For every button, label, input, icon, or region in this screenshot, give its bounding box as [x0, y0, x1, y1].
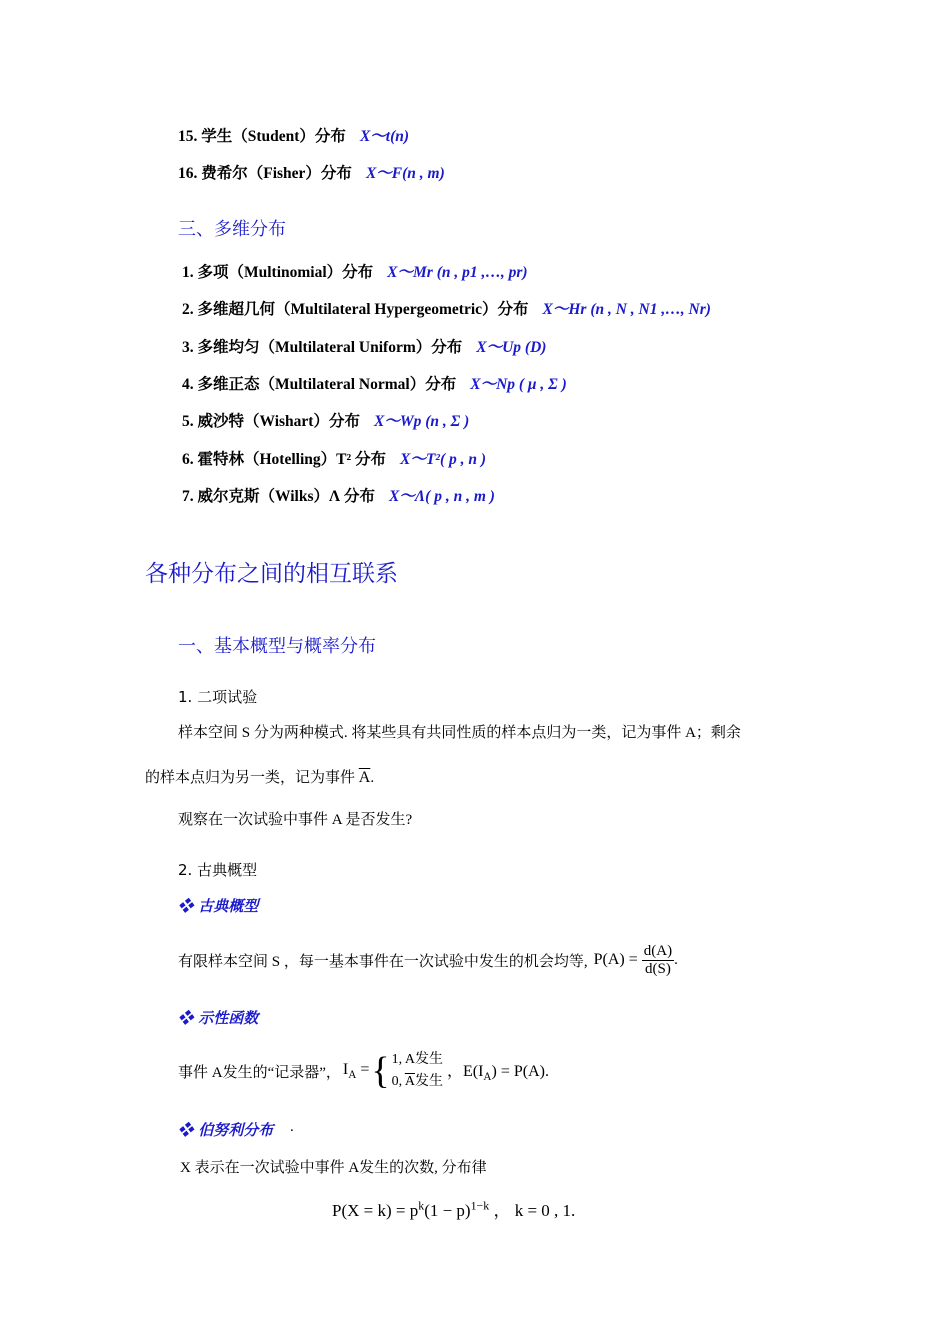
- item-multinomial: 1. 多项（Multinomial）分布 X～Mr (n , p1 ,…, pr): [182, 264, 528, 281]
- item-hotelling: 6. 霍特林（Hotelling）T² 分布 X～T²( p , n ): [182, 451, 487, 468]
- indicator-cases: 1, A发生 0, $\overline{A}$发生: [391, 1052, 443, 1089]
- item-hypergeometric: 2. 多维超几何（Multilateral Hypergeometric）分布 X～Hr (n , N , N1 ,…, Nr): [182, 301, 711, 318]
- main-title: 各种分布之间的相互联系: [145, 561, 398, 587]
- item-student: 15. 学生（Student）分布 X～t(n): [178, 128, 410, 145]
- section1-heading: 一、基本概型与概率分布: [178, 636, 376, 657]
- bullet-bernoulli: ❖ 伯努利分布: [178, 1121, 274, 1139]
- section3-heading: 三、多维分布: [178, 219, 286, 240]
- event-a-complement: $\overline{A}$: [358, 769, 371, 786]
- item-normal: 4. 多维正态（Multilateral Normal）分布 X～Np ( μ , Σ ): [182, 376, 567, 393]
- bernoulli-text: X 表示在一次试验中事件 A发生的次数, 分布律: [180, 1160, 487, 1176]
- bullet-classical: ❖ 古典概型: [178, 897, 259, 915]
- para1-line1: 样本空间 S 分为两种模式. 将某些具有共同性质的样本点归为一类，记为事件 A；剩余: [178, 725, 741, 741]
- sub1-title: 1. 二项试验: [178, 688, 258, 706]
- item-fisher: 16. 费希尔（Fisher）分布 X～F(n , m): [178, 165, 445, 182]
- item-wilks: 7. 威尔克斯（Wilks）Λ 分布 X～Λ( p , n , m ): [182, 488, 495, 505]
- indicator-formula-line: 事件 A发生的“记录器”， $I_A$ = { 1, A发生 0, $\overline{A}$发生 ，$E(I_A) = P(A)$.: [178, 1050, 549, 1092]
- classical-formula-line: 有限样本空间 S ，每一基本事件在一次试验中发生的机会均等, P(A) = $\frac{d(A)}{d(S)}$ .: [178, 942, 678, 977]
- item-uniform: 3. 多维均匀（Multilateral Uniform）分布 X～Up (D): [182, 339, 547, 356]
- bullet-indicator: ❖ 示性函数: [178, 1009, 259, 1027]
- para2: 观察在一次试验中事件 A 是否发生?: [178, 812, 413, 828]
- classical-fraction: $\frac{d(A)}{d(S)}$: [643, 942, 673, 977]
- para1-line2: 的样本点归为另一类，记为事件 $\overline{A}$.: [145, 769, 375, 786]
- item-wishart: 5. 威沙特（Wishart）分布 X～Wp (n , Σ ): [182, 413, 470, 430]
- sub2-title: 2. 古典概型: [178, 861, 258, 879]
- bernoulli-formula: $P(X = k) = p^k(1 - p)^{1-k}$ ， k = 0 , 1.: [332, 1198, 576, 1220]
